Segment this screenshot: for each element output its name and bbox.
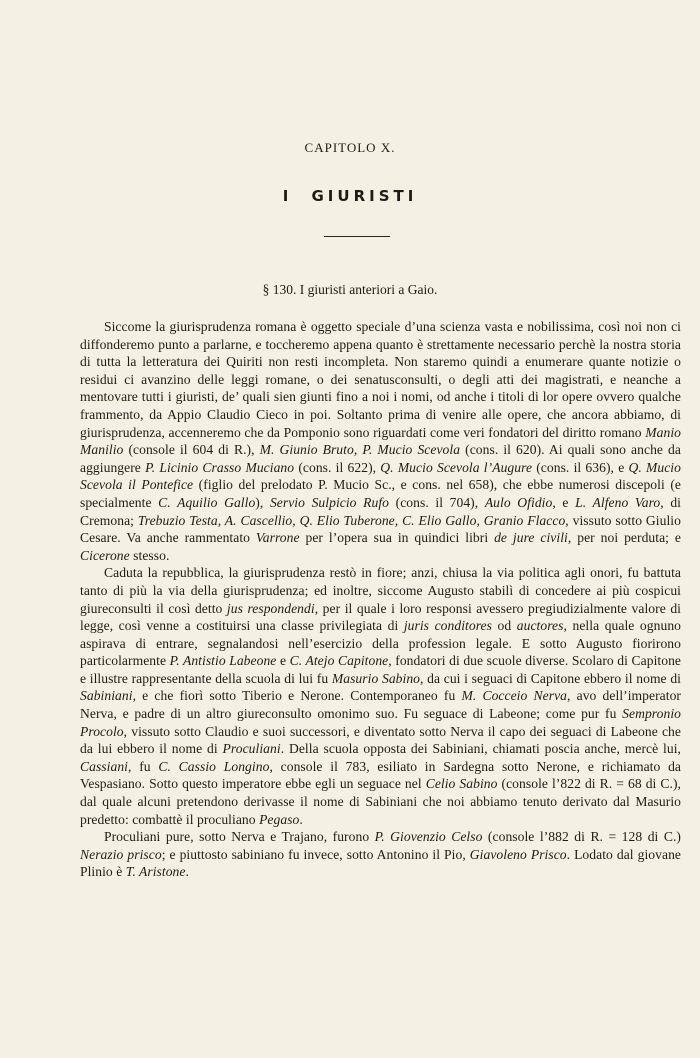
text-run: , e — [552, 494, 576, 510]
chapter-label: CAPITOLO X. — [304, 140, 396, 155]
title-divider — [324, 236, 390, 237]
italic-name: Giavoleno Prisco — [469, 846, 567, 862]
italic-name: Masurio Sabino — [331, 670, 421, 686]
text-run: (figlio del prelodato P. Mucio Sc., e cons. nel 658), che ebbe numerosi discepoli (e specialmente — [80, 477, 681, 510]
text-run: , vissuto sotto Giulio Cesare. Va anche rammentato — [80, 512, 681, 546]
text-run: (console l’822 di R. = 68 di C.), dal quale alcuni pretendono derivasse il nome di Sabiniani che noi abbiamo tenuto derivato dal Masurio predetto: combattè il proculiano — [80, 776, 681, 827]
italic-name: Varrone — [255, 530, 300, 546]
text-run: . — [185, 864, 189, 880]
text-run: , vissuto sotto Claudio e suoi successori, e diventato sotto Nerva il capo dei seguaci di Labeone che da lui ebbero il nome di — [80, 723, 681, 757]
text-run: , nella quale ognuno aspirava di entrare, segnalandosi nell’esercizio della profession legale. E sotto Augusto fiorirono particolarmente — [80, 618, 682, 669]
italic-name: Pegaso — [259, 811, 300, 827]
italic-name: Sabiniani — [80, 688, 133, 704]
text-run: . Lodato dal giovane Plinio è — [80, 846, 681, 880]
italic-name: L. Alfeno Varo — [575, 494, 661, 510]
text-run: e — [276, 653, 290, 669]
italic-name: Aulo Ofidio — [484, 494, 553, 510]
text-run: (cons. il 620). Ai quali sono anche da aggiungere — [80, 442, 681, 475]
italic-name: de jure civili — [494, 530, 568, 546]
text-run: , di Cremona; — [80, 494, 682, 528]
italic-name: P. Antistio Labeone — [169, 653, 277, 669]
italic-name: P. Giovenzio Celso — [374, 829, 483, 845]
italic-name: Cassiani — [80, 758, 128, 774]
text-run: ; e piuttosto sabiniano fu invece, sotto Antonino il Pio, — [161, 846, 470, 862]
text-run: , da cui i seguaci di Capitone ebbero il nome di — [420, 670, 681, 686]
text-run: , fondatori di due scuole diverse. Scolaro di Capitone e illustre rappresentante della scuola di lui fu — [80, 653, 682, 686]
italic-name: C. Cassio Longino — [158, 758, 270, 774]
text-run: , console il 783, esiliato in Sardegna sotto Nerone, e richiamato da Vespasiano. Sotto questo imperatore ebbe egli un seguace nel — [80, 758, 682, 792]
body-text — [80, 318, 681, 881]
italic-name: M. Cocceio Nerva — [461, 688, 567, 704]
text-run: , e che fiorì sotto Tiberio e Nerone. Contemporaneo fu — [132, 688, 462, 704]
italic-name: Proculiani — [222, 741, 281, 757]
italic-name: jus respondendi — [226, 600, 315, 616]
italic-name: Celio Sabino — [425, 776, 498, 792]
italic-name: Nerazio prisco — [80, 846, 162, 862]
text-run: (console il 604 di R.), — [123, 442, 260, 458]
text-run: , avo dell’imperator Nerva, e padre di un altro giureconsulto omonimo suo. Fu seguace di Labeone; come pur fu — [80, 688, 682, 722]
italic-name: C. Atejo Capitone — [289, 653, 389, 669]
italic-name: Q. Mucio Scevola l’Augure — [380, 459, 533, 475]
chapter-title: I GIURISTI — [282, 187, 418, 205]
italic-name: M. Giunio Bruto, P. Mucio Scevola — [259, 442, 461, 458]
italic-name: Trebuzio Testa, A. Cascellio, Q. Elio Tuberone, C. Elio Gallo, Granio Flacco — [137, 512, 566, 528]
italic-name: C. Aquilio Gallo — [158, 494, 256, 510]
text-run: od — [491, 618, 517, 634]
text-run: , per il quale i loro responsi avessero pregiudizialmente valore di legge, così venne a costituirsi una classe privilegiata di — [80, 600, 681, 634]
italic-name: Manio Manilio — [80, 424, 681, 458]
text-run: Caduta la repubblica, la giurisprudenza restò in fiore; anzi, chiusa la via politica agli onori, fu battuta tanto di più la via della giurisprudenza; ed inoltre, siccome Augusto stabilì di concedere ai più cospicui giureconsulti il così detto — [80, 565, 681, 616]
paragraph — [80, 318, 681, 564]
italic-name: juris conditores — [403, 618, 492, 634]
italic-name: P. Licinio Crasso Muciano — [145, 459, 295, 475]
text-run: (cons. il 704), — [389, 494, 485, 510]
text-run: ), — [255, 494, 270, 510]
text-run: per l’opera sua in quindici libri — [299, 530, 495, 546]
italic-name: auctores — [516, 618, 564, 634]
paragraph — [80, 564, 681, 828]
text-run: , per noi perduta; e — [567, 530, 681, 546]
text-run: (cons. il 636), e — [532, 459, 629, 475]
section-heading: § 130. I giuristi anteriori a Gaio. — [262, 282, 438, 297]
italic-name: Sempronio Procolo — [80, 706, 681, 739]
italic-name: Servio Sulpicio Rufo — [269, 494, 390, 510]
text-run: stesso. — [129, 547, 170, 563]
italic-name: Q. Mucio Scevola il Pontefice — [80, 459, 681, 493]
text-run: Siccome la giurisprudenza romana è oggetto speciale d’una scienza vasta e nobilissima, così noi non ci diffonderemo punto a parlarne, e toccheremo appena quanto è strettamente necessario perchè la nostra storia di tutta la letteratura dei Quiriti non resti incompleta. Non staremo quindi a enumerare quante notizie o residui ci avanzino delle leggi romane, o dei senatusconsulti, o degli atti dei magistrati, e neanche a mentovare tutti i giuristi, de’ quali sien giunti fino a noi i nomi, od anche i titoli di lor opere ovvero qualche frammento, da Appio Claudio Cieco in poi. Soltanto prima di venire alle opere, che ancora abbiamo, di giurisprudenza, accenneremo che da Pomponio sono riguardati come veri fondatori del diritto romano — [80, 319, 681, 440]
text-run: . Della scuola opposta dei Sabiniani, chiamati poscia anche, mercè lui, — [280, 741, 682, 757]
text-run: (cons. il 622), — [294, 459, 381, 475]
text-run: . — [299, 811, 303, 827]
text-run: Proculiani pure, sotto Nerva e Trajano, furono — [104, 829, 375, 845]
text-run: (console l’882 di R. = 128 di C.) — [482, 829, 681, 845]
italic-name: Cicerone — [80, 547, 130, 563]
text-run: , fu — [128, 758, 159, 774]
paragraph — [80, 828, 681, 881]
italic-name: T. Aristone — [125, 864, 186, 880]
